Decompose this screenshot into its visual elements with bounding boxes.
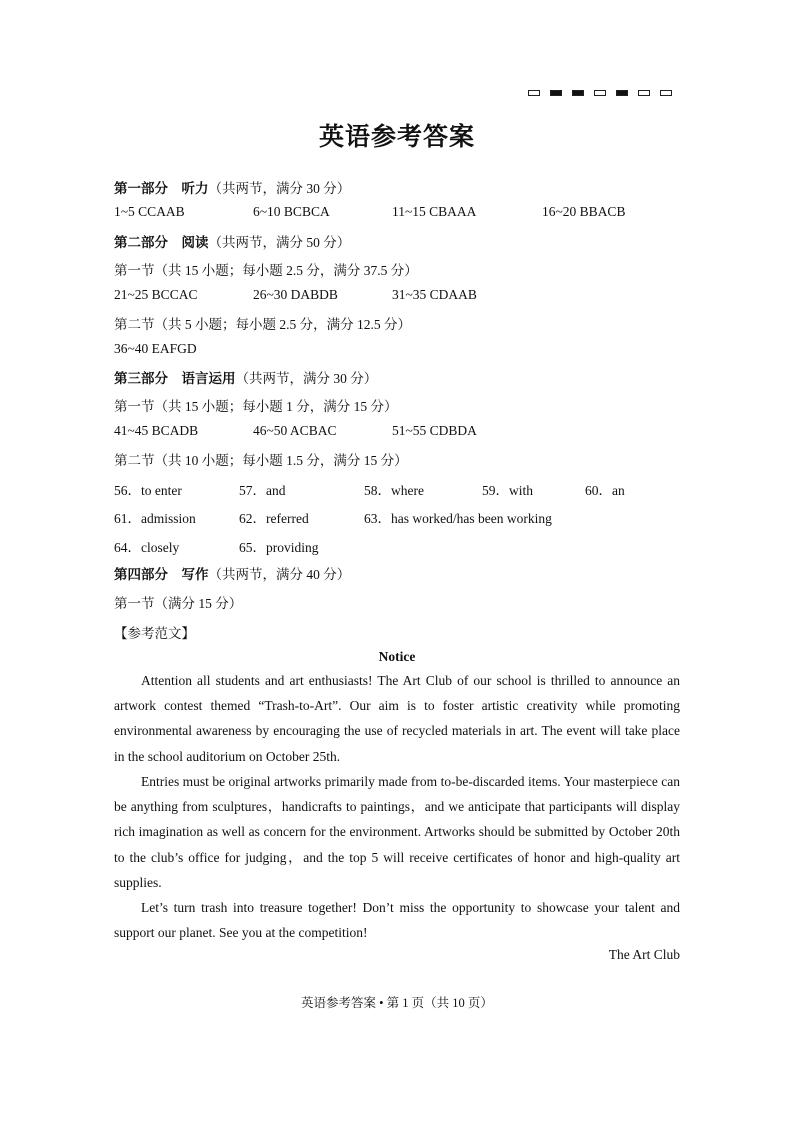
part1-heading: 第一部分 听力 — [114, 181, 209, 196]
part4-heading-line — [114, 563, 350, 583]
header-marks — [528, 90, 672, 96]
fill-answer: 63．has worked/has been working — [364, 511, 552, 526]
answer-group: 1~5 CCAAB — [114, 204, 185, 219]
part3-answers-row3 — [114, 536, 680, 554]
part3-answers-row2 — [114, 507, 680, 525]
part2-heading: 第二部分 阅读 — [114, 235, 209, 250]
part4-heading: 第四部分 写作 — [114, 567, 209, 582]
fill-answer: 62．referred — [239, 511, 309, 526]
header-mark — [638, 90, 650, 96]
answer-group: 6~10 BCBCA — [253, 204, 330, 219]
page-title: 英语参考答案 — [318, 124, 475, 151]
answer-group: 11~15 CBAAA — [392, 204, 477, 219]
essay-paragraph-3: Let’s turn trash into treasure together! Don’t miss the opportunity to showcase your talent and support our planet. See you at the competition! — [114, 900, 680, 941]
part3-section2: 第二节（共 10 小题；每小题 1.5 分，满分 15 分） — [114, 453, 408, 468]
fill-answer: 56．to enter — [114, 483, 182, 498]
part2-heading-line — [114, 231, 350, 251]
part4-section1: 第一节（满分 15 分） — [114, 596, 243, 611]
header-mark — [572, 90, 584, 96]
fill-answer: 57．and — [239, 483, 286, 498]
part3-detail: （共两节，满分 30 分） — [235, 371, 378, 386]
header-mark — [528, 90, 540, 96]
part1-heading-line — [114, 177, 350, 197]
part1-detail: （共两节，满分 30 分） — [208, 181, 351, 196]
header-mark — [616, 90, 628, 96]
fill-answer: 64．closely — [114, 540, 180, 555]
part3-section1: 第一节（共 15 小题；每小题 1 分，满分 15 分） — [114, 399, 398, 414]
answer-group: 21~25 BCCAC — [114, 287, 198, 302]
part2-section1-answers — [114, 287, 680, 305]
answer-group: 41~45 BCADB — [114, 423, 199, 438]
part4-detail: （共两节，满分 40 分） — [208, 567, 351, 582]
page-footer: 英语参考答案 • 第 1 页（共 10 页） — [301, 996, 493, 1010]
part2-section1: 第一节（共 15 小题；每小题 2.5 分，满分 37.5 分） — [114, 263, 418, 278]
essay-title: Notice — [378, 649, 416, 664]
part2-section2-answers: 36~40 EAFGD — [114, 341, 197, 356]
fill-answer: 60．an — [585, 483, 625, 498]
part2-section2: 第二节（共 5 小题；每小题 2.5 分，满分 12.5 分） — [114, 317, 411, 332]
answer-group: 26~30 DABDB — [253, 287, 338, 302]
part1-answers — [114, 204, 680, 222]
header-mark — [594, 90, 606, 96]
part3-heading-line — [114, 367, 377, 387]
header-mark — [660, 90, 672, 96]
fill-answer: 61．admission — [114, 511, 196, 526]
essay-paragraph-2: Entries must be original artworks primarily made from to-be-discarded items. Your masterpiece can be anything from sculptures，handicrafts to paintings，and we anticipate that participants will display rich imagination as well as concern for the environment. Artworks should be submitted by October 20th to the club’s office for judging，and the top 5 will receive certificates of honor and high-quality art supplies. — [114, 774, 680, 890]
part3-heading: 第三部分 语言运用 — [114, 371, 236, 386]
answer-group: 51~55 CDBDA — [392, 423, 477, 438]
answer-group: 16~20 BBACB — [542, 204, 626, 219]
answer-group: 31~35 CDAAB — [392, 287, 477, 302]
fill-answer: 59．with — [482, 483, 534, 498]
answer-group: 46~50 ACBAC — [253, 423, 337, 438]
header-mark — [550, 90, 562, 96]
essay-paragraph-1: Attention all students and art enthusiasts! The Art Club of our school is thrilled to announce an artwork contest themed “Trash-to-Art”. Our aim is to foster artistic creativity while promoting environmental awareness by encouraging the use of recycled materials in art. The event will take place in the school auditorium on October 25th. — [114, 673, 680, 764]
fill-answer: 58．where — [364, 483, 424, 498]
part3-section1-answers — [114, 423, 680, 441]
fill-answer: 65．providing — [239, 540, 319, 555]
sample-essay-label: 【参考范文】 — [114, 626, 195, 641]
part3-answers-row1 — [114, 479, 680, 497]
part2-detail: （共两节，满分 50 分） — [208, 235, 351, 250]
essay-signature: The Art Club — [608, 947, 680, 962]
